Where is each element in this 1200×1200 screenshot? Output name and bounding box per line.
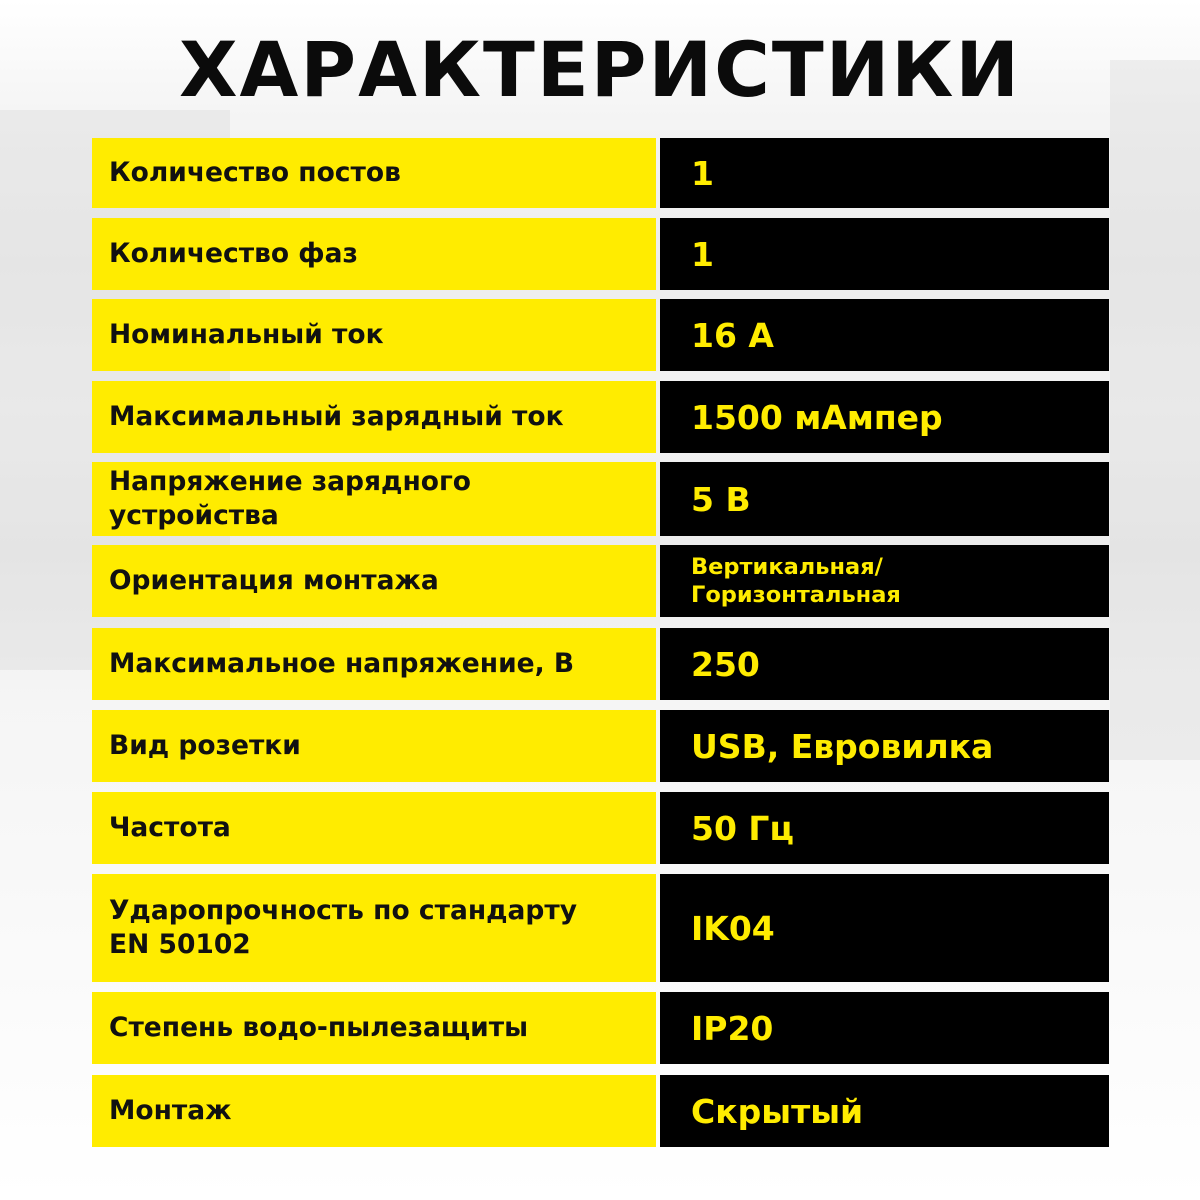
spec-value: 5 В [660, 462, 1109, 536]
spec-label: Количество фаз [92, 218, 656, 290]
spec-row [92, 628, 1109, 700]
spec-label: Ориентация монтажа [92, 545, 656, 617]
page-title: ХАРАКТЕРИСТИКИ [178, 25, 1022, 114]
spec-label: Напряжение зарядного устройства [92, 462, 656, 536]
spec-value: 1500 мАмпер [660, 381, 1109, 453]
spec-value: Вертикальная/ Горизонтальная [660, 545, 1109, 617]
spec-row [92, 462, 1109, 536]
spec-label: Ударопрочность по стандарту EN 50102 [92, 874, 656, 982]
spec-value: IP20 [660, 992, 1109, 1064]
spec-row [92, 710, 1109, 782]
spec-row [92, 1075, 1109, 1147]
spec-row [92, 545, 1109, 617]
spec-value: 50 Гц [660, 792, 1109, 864]
spec-value: USB, Евровилка [660, 710, 1109, 782]
spec-row [92, 218, 1109, 290]
spec-value: Скрытый [660, 1075, 1109, 1147]
spec-value: 250 [660, 628, 1109, 700]
spec-label: Максимальный зарядный ток [92, 381, 656, 453]
spec-label: Частота [92, 792, 656, 864]
spec-label: Количество постов [92, 138, 656, 208]
background-panel [1110, 60, 1200, 760]
spec-value: 16 А [660, 299, 1109, 371]
spec-row [92, 381, 1109, 453]
spec-row [92, 874, 1109, 982]
spec-value: 1 [660, 138, 1109, 208]
spec-row [92, 299, 1109, 371]
spec-row [92, 138, 1109, 208]
spec-row [92, 792, 1109, 864]
spec-label: Степень водо-пылезащиты [92, 992, 656, 1064]
spec-value: 1 [660, 218, 1109, 290]
spec-label: Максимальное напряжение, В [92, 628, 656, 700]
spec-row [92, 992, 1109, 1064]
spec-label: Монтаж [92, 1075, 656, 1147]
spec-value: IK04 [660, 874, 1109, 982]
spec-label: Номинальный ток [92, 299, 656, 371]
spec-label: Вид розетки [92, 710, 656, 782]
